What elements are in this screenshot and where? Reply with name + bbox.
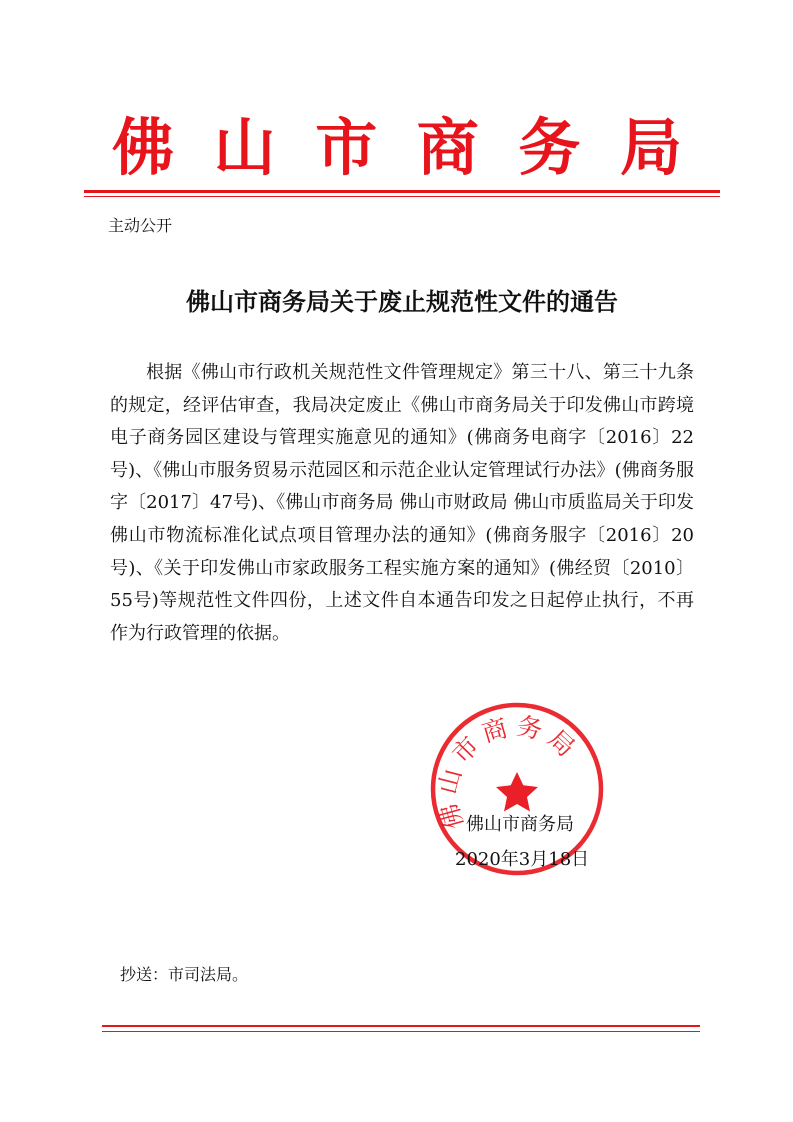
- masthead-char: 市: [315, 111, 378, 184]
- seal-star-icon: [496, 772, 538, 812]
- masthead-divider-thick: [84, 190, 720, 193]
- masthead: [112, 112, 682, 184]
- masthead-char: 商: [416, 111, 479, 184]
- masthead-char: 务: [518, 111, 581, 184]
- cc-line: 抄送：市司法局。: [120, 965, 249, 984]
- body-paragraph: 根据《佛山市行政机关规范性文件管理规定》第三十八、第三十九条的规定，经评估审查，我局决定废止《佛山市商务局关于印发佛山市跨境电子商务园区建设与管理实施意见的通知》(佛商务电商字〔2016〕22号)、《佛山市服务贸易示范园区和示范企业认定管理试行办法》(佛商务服字〔2017〕47号)、《佛山市商务局 佛山市财政局 佛山市质监局关于印发佛山市物流标准化试点项目管理办法的通知》(佛商务服字〔2016〕20号)、《关于印发佛山市家政服务工程实施方案的通知》(佛经贸〔2010〕55号)等规范性文件四份，上述文件自本通告印发之日起停止执行，不再作为行政管理的依据。: [110, 362, 694, 644]
- masthead-char: 山: [213, 111, 276, 184]
- issuer-signature: 佛山市商务局: [466, 814, 574, 835]
- masthead-char: 佛: [112, 111, 175, 184]
- document-title: 佛山市商务局关于废止规范性文件的通告: [186, 287, 618, 316]
- disclosure-label: 主动公开: [108, 216, 173, 235]
- masthead-divider-thin: [84, 196, 720, 197]
- footer-divider-thick: [102, 1025, 700, 1027]
- seal-text: 佛山市商务局: [432, 711, 585, 833]
- issue-date: 2020年3月18日: [455, 849, 590, 870]
- footer-divider-thin: [102, 1031, 700, 1032]
- masthead-char: 局: [619, 111, 682, 184]
